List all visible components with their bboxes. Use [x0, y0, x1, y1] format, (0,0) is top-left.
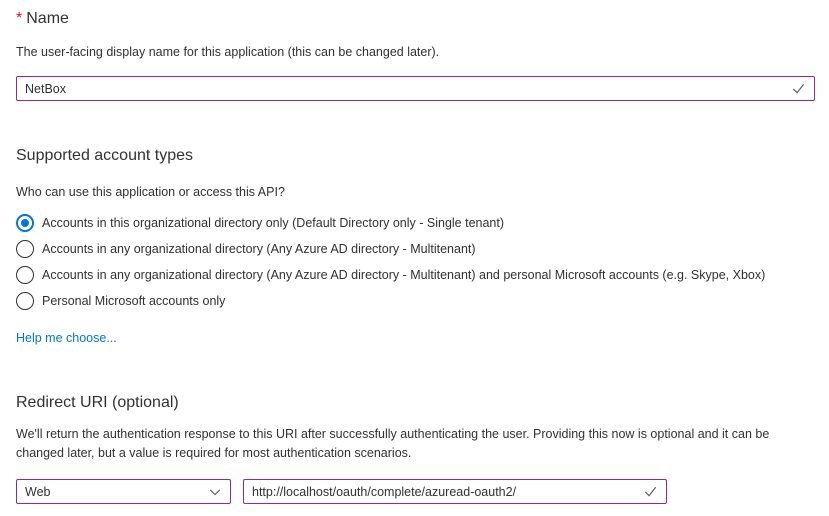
account-types-radio-group: [16, 210, 815, 314]
radio-option-label: Accounts in any organizational directory (Any Azure AD directory - Multitenant) and personal Microsoft accounts (e.g. Skype, Xbox): [42, 268, 766, 282]
chevron-down-icon: [208, 485, 222, 499]
account-types-title: Supported account types: [16, 147, 194, 164]
redirect-uri-controls: [16, 479, 815, 504]
radio-option-single-tenant[interactable]: [16, 210, 815, 236]
required-asterisk: *: [16, 10, 23, 27]
name-input-value: NetBox: [25, 81, 66, 96]
redirect-uri-description: We'll return the authentication response to this URI after successfully authenticating the user. Providing this now is optional and it can be changed later, but a value is required for most authentication scenarios.: [16, 427, 770, 460]
radio-button-icon[interactable]: [16, 214, 34, 232]
radio-option-personal-only[interactable]: [16, 288, 815, 314]
redirect-uri-value: http://localhost/oauth/complete/azuread-oauth2/: [252, 484, 517, 499]
name-section-title-text: Name: [26, 10, 69, 27]
name-description: The user-facing display name for this application (this can be changed later).: [16, 45, 440, 59]
radio-button-icon[interactable]: [16, 240, 34, 258]
radio-option-multitenant-personal[interactable]: [16, 262, 815, 288]
radio-option-multitenant[interactable]: [16, 236, 815, 262]
redirect-platform-select[interactable]: [16, 479, 231, 504]
help-me-choose-link[interactable]: Help me choose...: [16, 331, 117, 345]
check-icon: [791, 81, 806, 96]
radio-option-label: Accounts in any organizational directory (Any Azure AD directory - Multitenant): [42, 242, 476, 256]
account-types-question: Who can use this application or access this API?: [16, 185, 285, 199]
radio-option-label: Personal Microsoft accounts only: [42, 294, 226, 308]
radio-button-icon[interactable]: [16, 266, 34, 284]
radio-option-label: Accounts in this organizational directory only (Default Directory only - Single tenant): [42, 216, 505, 230]
redirect-platform-value: Web: [25, 484, 51, 499]
check-icon: [643, 484, 658, 499]
name-section-title: [16, 8, 815, 29]
radio-button-icon[interactable]: [16, 292, 34, 310]
redirect-uri-title: Redirect URI (optional): [16, 394, 179, 411]
redirect-uri-input[interactable]: [243, 479, 667, 504]
name-input[interactable]: [16, 76, 815, 101]
